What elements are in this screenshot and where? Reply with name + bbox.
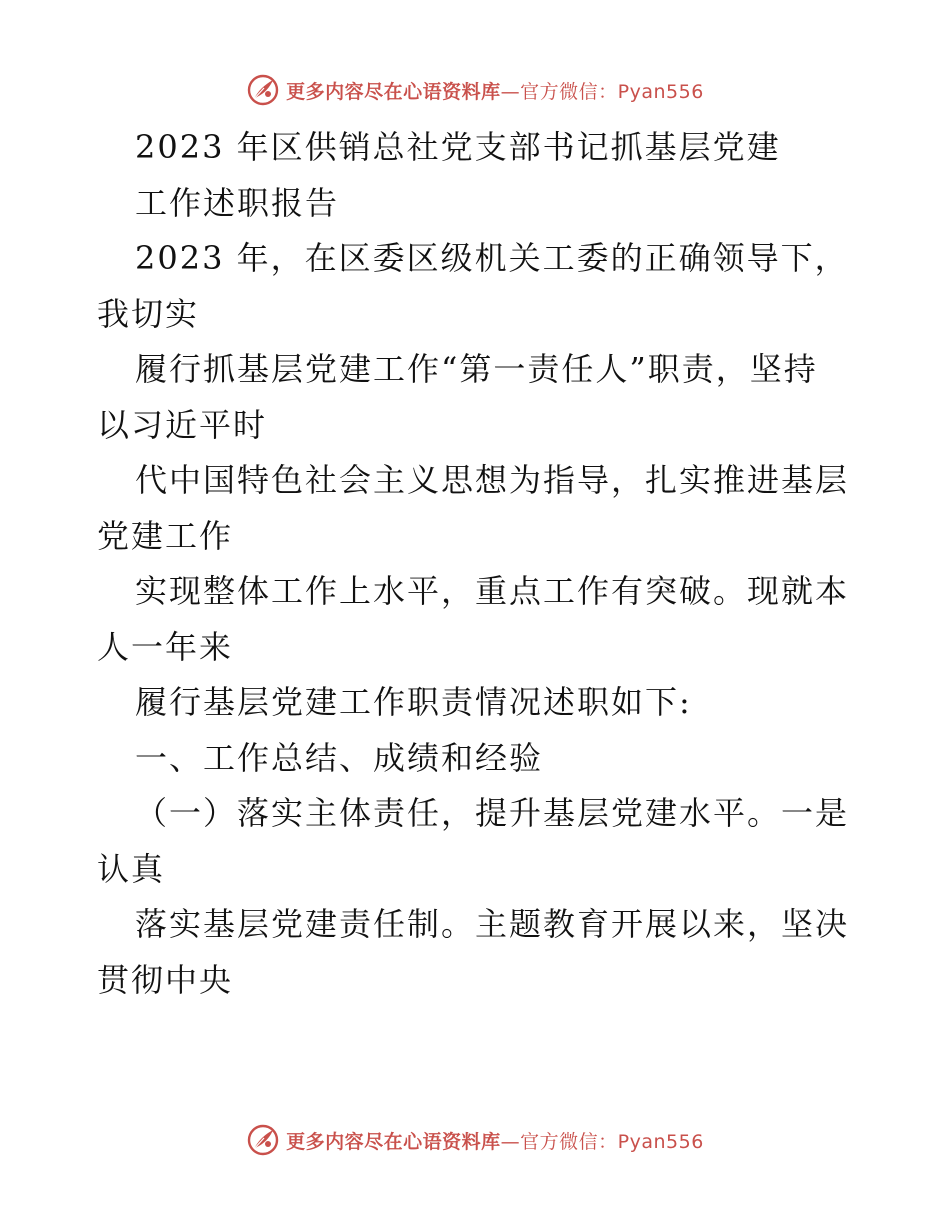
text-line: 人一年来 — [97, 627, 234, 666]
watermark-title: 更多内容尽在心语资料库 — [286, 80, 501, 103]
text-line: 一、工作总结、成绩和经验 — [135, 738, 544, 777]
header-watermark — [0, 70, 950, 110]
text-line: 代中国特色社会主义思想为指导，扎实推进基层 — [135, 461, 850, 499]
watermark-dash: — — [500, 1130, 521, 1153]
text-line: 实现整体工作上水平，重点工作有突破。现就本 — [135, 572, 850, 610]
text-line: 履行基层党建工作职责情况述职如下: — [135, 683, 692, 721]
footer-watermark — [0, 1120, 950, 1160]
document-body — [97, 120, 857, 1008]
text-line: 贯彻中央 — [97, 960, 234, 999]
text-line: 工作述职报告 — [135, 183, 340, 222]
watermark-text — [286, 1127, 704, 1154]
watermark-suffix: 官方微信：Pyan556 — [520, 1130, 704, 1153]
quill-logo-icon — [246, 73, 280, 107]
text-line: 党建工作 — [97, 516, 234, 555]
text-line: 我切实 — [97, 294, 200, 333]
text-line: （一）落实主体责任，提升基层党建水平。一是 — [135, 794, 850, 832]
watermark-title: 更多内容尽在心语资料库 — [286, 1130, 501, 1153]
text-line: 认真 — [97, 849, 166, 888]
text-line: 2023 年，在区委区级机关工委的正确领导下， — [135, 239, 849, 277]
watermark-dash: — — [500, 80, 521, 103]
watermark-text — [286, 77, 704, 104]
text-line: 2023 年区供销总社党支部书记抓基层党建 — [135, 128, 781, 166]
text-line: 落实基层党建责任制。主题教育开展以来，坚决 — [135, 905, 850, 943]
watermark-suffix: 官方微信：Pyan556 — [520, 80, 704, 103]
text-line: 以习近平时 — [97, 405, 268, 444]
text-line: 履行抓基层党建工作“第一责任人”职责，坚持 — [135, 350, 818, 388]
quill-logo-icon — [246, 1123, 280, 1157]
